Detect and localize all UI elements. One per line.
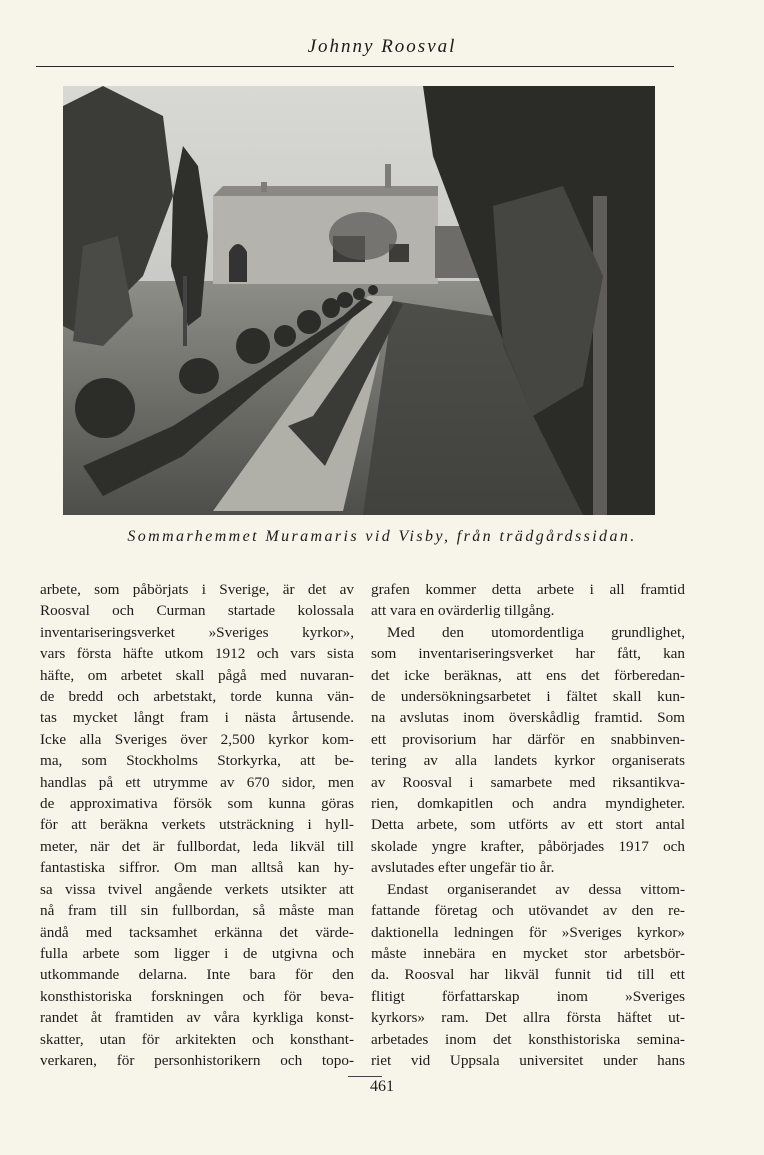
text-line: de undersökningsarbetet i fältet skall kun- <box>371 688 685 706</box>
text-line: daktionella ledningen för »Sveriges kyrkor» <box>371 923 685 941</box>
text-line: konsthistoriska forskningen och för beva- <box>40 987 354 1005</box>
text-line: att vara en ovärderlig tillgång. <box>371 602 555 620</box>
photo-illustration <box>63 86 655 515</box>
text-line: måste innebära en mycket stor arbetsbör- <box>371 944 685 962</box>
text-line: vars första häfte utkom 1912 och vars sista <box>40 645 354 663</box>
text-line: Detta arbete, som utförts av ett stort antal <box>371 816 685 834</box>
text-line: na avslutas inom överskådlig framtid. Som <box>371 709 685 727</box>
text-line: rien, domkapitlen och andra myndigheter. <box>371 795 685 813</box>
text-line: fulla arbete som ligger i de utgivna och <box>40 944 354 962</box>
page-number: 461 <box>370 1078 394 1095</box>
text-line: häfte, om arbetet skall pågå med nuvaran- <box>40 666 354 684</box>
text-line: Med den utomordentliga grundlighet, <box>387 623 685 641</box>
text-line: Endast organiserandet av dessa vittom- <box>387 880 685 898</box>
text-line: skatter, utan för arkitekten och konsthant- <box>40 1030 354 1048</box>
right-text-column <box>371 579 685 1071</box>
text-line: arbete, som påbörjats i Sverige, är det av <box>40 581 354 598</box>
text-line: riet vid Uppsala universitet under hans <box>371 1051 685 1069</box>
text-line: ett provisorium har därför en snabbinven- <box>371 730 685 748</box>
text-line: nå fram till sin fullbordan, så måste man <box>40 902 354 920</box>
text-line: grafen kommer detta arbete i all framtid <box>371 581 685 598</box>
text-line: utkommande delarna. Inte bara för den <box>40 966 354 984</box>
running-header: Johnny Roosval <box>307 36 457 57</box>
text-line: fantastiska siffror. Om man alltså kan hy- <box>40 859 354 877</box>
text-line: tas mycket långt fram i nästa årtusende. <box>40 709 354 727</box>
text-line: sa vissa tvivel angående verkets utsikter att <box>40 880 354 898</box>
left-text-column <box>40 579 354 1071</box>
text-line: fattande företag och utövandet av den re- <box>371 902 685 920</box>
text-line: verkaren, för personhistorikern och topo- <box>40 1051 354 1069</box>
text-line: handlas på ett utrymme av 670 sidor, men <box>40 773 354 791</box>
text-line: tering av alla landets kyrkor organiserats <box>371 752 685 770</box>
text-line: kyrkors» ram. Det allra första häftet ut- <box>371 1009 685 1027</box>
text-line: skolade yngre krafter, påbörjades 1917 och <box>371 837 685 855</box>
text-line: inventariseringsverket »Sveriges kyrkor», <box>40 623 354 641</box>
garden-photograph <box>63 86 655 515</box>
text-line: meter, när det är fullbordat, leda likväl till <box>40 837 354 855</box>
text-line: av Roosval i samarbete med riksantikva- <box>371 773 685 791</box>
text-line: flitigt författarskap inom »Sveriges <box>371 987 685 1005</box>
text-line: ändå med tacksamhet erkänna det värde- <box>40 923 354 941</box>
text-line: de bredd och arbetstakt, torde kunna vän- <box>40 688 354 706</box>
text-line: de approximativa försök som kunna göras <box>40 795 354 813</box>
text-line: da. Roosval har likväl funnit tid till ett <box>371 966 685 984</box>
photo-caption: Sommarhemmet Muramaris vid Visby, från trädgårdssidan. <box>127 528 637 545</box>
text-line: som inventariseringsverket har fått, kan <box>371 645 685 663</box>
text-line: för att beräkna verkets utsträckning i hyll- <box>40 816 354 834</box>
text-line: arbetades inom det konsthistoriska semina- <box>371 1030 685 1048</box>
text-line: ma, som Stockholms Storkyrka, att be- <box>40 752 354 770</box>
text-line: Roosval och Curman startade kolossala <box>40 602 354 620</box>
text-line: randet åt framtiden av våra kyrkliga konst- <box>40 1009 354 1027</box>
text-line: avslutades efter ungefär tio år. <box>371 859 555 877</box>
text-line: Icke alla Sveriges över 2,500 kyrkor kom- <box>40 730 354 748</box>
text-line: det icke beräknas, att ens det förberedan- <box>371 666 685 684</box>
header-rule <box>36 66 674 67</box>
page-number-rule <box>348 1076 382 1077</box>
